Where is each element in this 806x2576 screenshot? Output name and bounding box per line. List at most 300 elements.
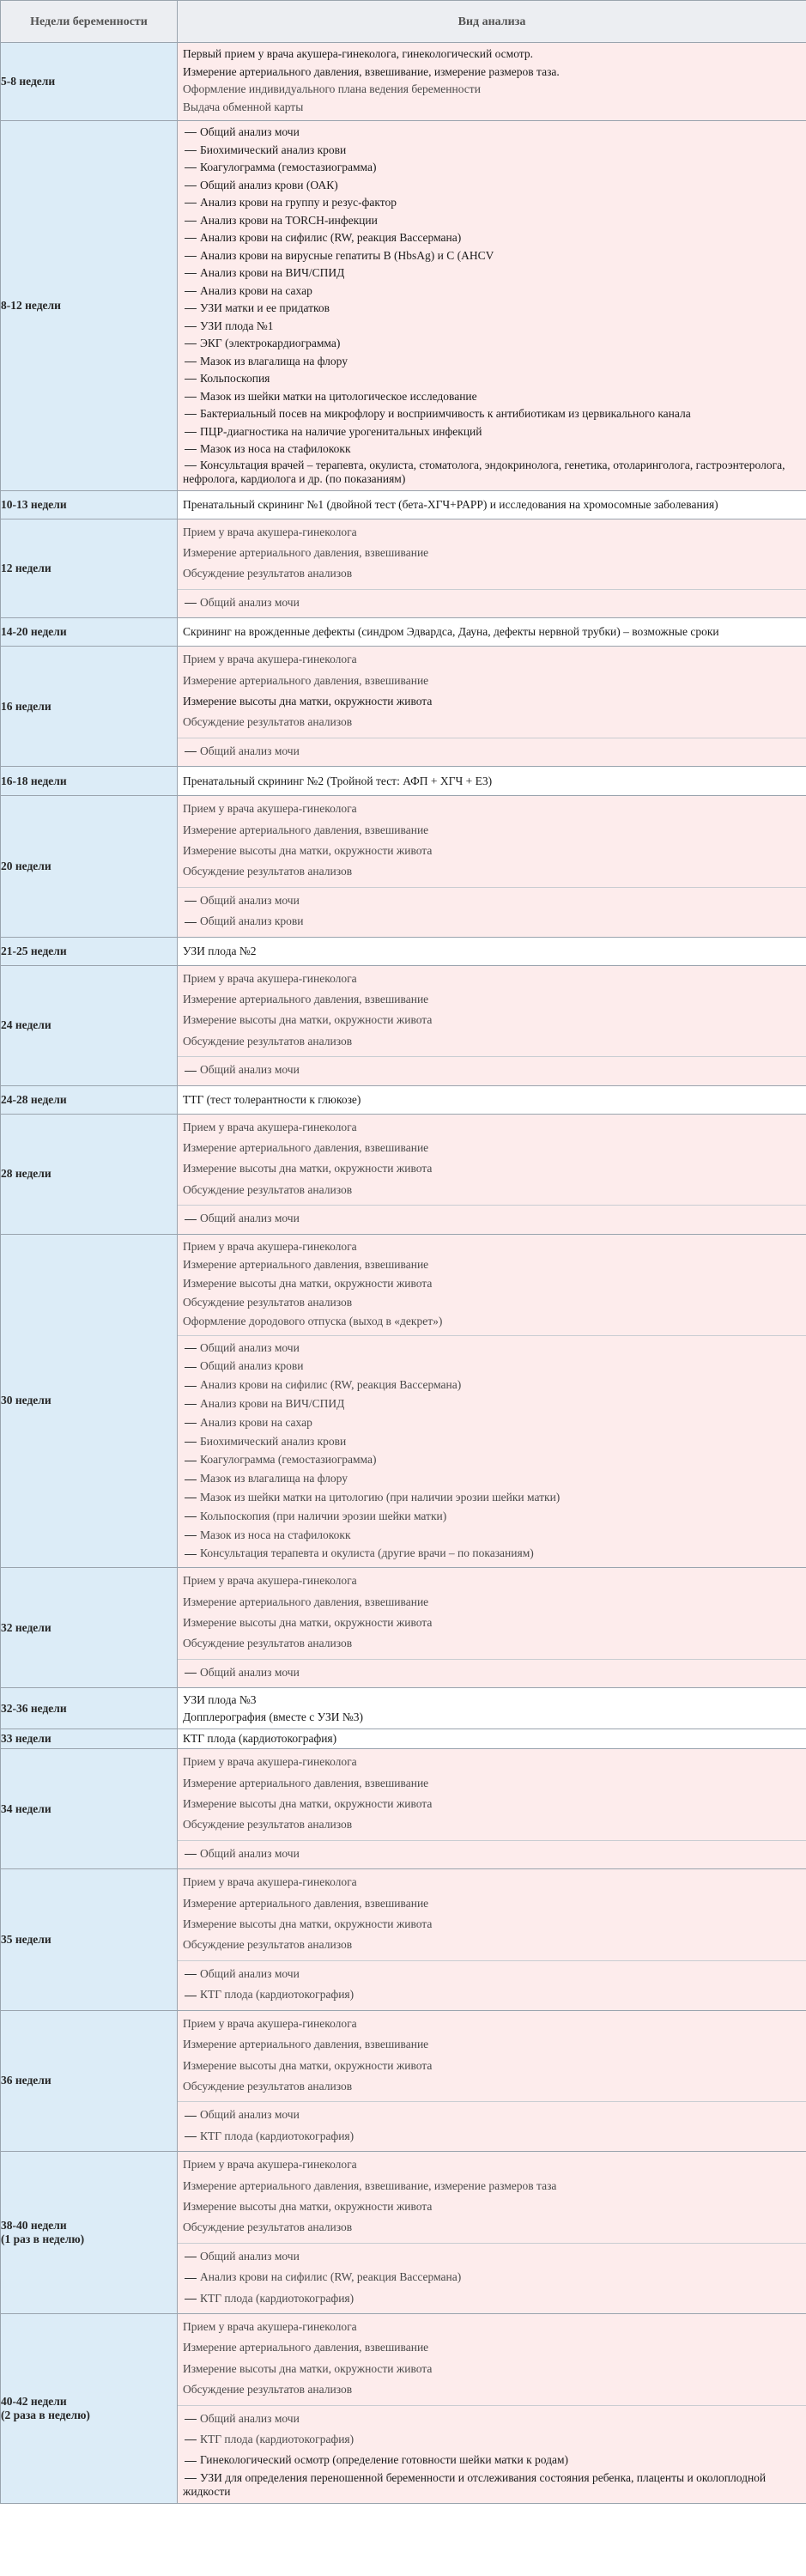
- procedure-item: [183, 1935, 801, 1955]
- analysis-item: КТГ плода (кардиотокография): [183, 1732, 337, 1746]
- item-text: Измерение артериального давления, взвешивание: [183, 823, 429, 836]
- list-dash-icon: [185, 1219, 197, 1220]
- test-list-item: [183, 1357, 801, 1376]
- item-text: УЗИ для определения переношенной беременности и отслеживания состояния ребенка, плаценты и околоплодной жидкости: [183, 2470, 767, 2498]
- test-list-item: [183, 2429, 801, 2450]
- table-row: [1, 2152, 806, 2314]
- analysis-cell: [178, 121, 806, 491]
- item-text: Мазок из влагалища на флору: [200, 354, 348, 368]
- analysis-cell: [178, 519, 806, 618]
- test-list-item: [183, 405, 801, 423]
- test-list-item: [183, 2105, 801, 2125]
- procedure-item: [183, 2154, 801, 2175]
- procedure-item: [183, 2379, 801, 2400]
- test-list-item: [183, 335, 801, 353]
- analysis-item: Допплерография (вместе с УЗИ №3): [183, 1710, 364, 1723]
- test-list-item: [183, 142, 801, 160]
- tests-block: [178, 2101, 806, 2151]
- item-text: Измерение высоты дна матки, окружности живота: [183, 2361, 433, 2375]
- test-list-item: [183, 124, 801, 142]
- item-text: Прием у врача акушера-гинеколога: [183, 971, 357, 985]
- procedure-item: [183, 2317, 801, 2337]
- analysis-item: Скрининг на врожденные дефекты (синдром Эдвардса, Дауна, дефекты нервной трубки) – возможные сроки: [183, 625, 719, 639]
- test-list-item: [183, 1526, 801, 1545]
- item-text: Обсуждение результатов анализов: [183, 2383, 353, 2397]
- list-dash-icon: [185, 2419, 197, 2420]
- procedure-item: [183, 1773, 801, 1794]
- analysis-items: [178, 1692, 806, 1726]
- item-text: Общий анализ крови: [200, 1359, 304, 1373]
- procedure-item: [183, 64, 801, 82]
- test-list-item: [183, 300, 801, 318]
- analysis-cell: [178, 2010, 806, 2151]
- weeks-frequency-label: (1 раз в неделю): [1, 2233, 85, 2246]
- procedure-item: [183, 2337, 801, 2358]
- weeks-label: 10-13 недели: [1, 497, 67, 511]
- weeks-label: 35 недели: [1, 1932, 52, 1946]
- table-row: [1, 1085, 806, 1114]
- list-dash-icon: [185, 901, 197, 902]
- procedure-item: [183, 1633, 801, 1654]
- procedure-item: [183, 2076, 801, 2097]
- test-list-item: [183, 2246, 801, 2267]
- test-list-item: [183, 353, 801, 371]
- tests-block: [178, 1960, 806, 2010]
- tests-block: [178, 1056, 806, 1084]
- procedure-item: [183, 563, 801, 584]
- weeks-label: 20 недели: [1, 859, 52, 872]
- test-list-item: [183, 2409, 801, 2429]
- visit-procedures-block: [178, 519, 806, 589]
- list-dash-icon: [185, 2116, 197, 2117]
- analysis-cell: [178, 618, 806, 647]
- test-list-item: [183, 2288, 801, 2309]
- weeks-cell: [1, 796, 178, 937]
- procedure-item: [183, 820, 801, 841]
- test-list-item: [183, 283, 801, 301]
- item-text: Измерение высоты дна матки, окружности живота: [183, 1917, 433, 1931]
- item-text: Общий анализ мочи: [200, 744, 300, 757]
- procedure-item: [183, 2176, 801, 2196]
- procedure-item: [183, 2217, 801, 2238]
- weeks-label: 40-42 недели: [1, 2394, 67, 2408]
- item-text: Общий анализ мочи: [200, 1665, 300, 1679]
- table-row: [1, 767, 806, 796]
- procedure-item: [183, 1613, 801, 1633]
- procedure-item: [183, 2014, 801, 2034]
- test-list-item: [183, 1394, 801, 1413]
- test-list-item: [183, 388, 801, 406]
- procedure-item: [183, 81, 801, 99]
- table-body: [1, 43, 806, 2504]
- table-row: [1, 1234, 806, 1568]
- list-dash-icon: [185, 414, 197, 415]
- item-text: Обсуждение результатов анализов: [183, 865, 353, 878]
- weeks-cell: [1, 1729, 178, 1749]
- test-list-item: [183, 1376, 801, 1394]
- procedure-item: [183, 1872, 801, 1893]
- item-text: Прием у врача акушера-гинеколога: [183, 802, 357, 816]
- analysis-cell: [178, 796, 806, 937]
- procedure-item: [183, 1010, 801, 1030]
- weeks-label: 36 недели: [1, 2074, 52, 2087]
- list-dash-icon: [185, 273, 197, 274]
- item-text: ЭКГ (электрокардиограмма): [200, 337, 341, 349]
- procedure-item: [183, 1237, 801, 1256]
- list-dash-icon: [185, 1535, 197, 1536]
- item-text: Анализ крови на сифилис (RW, реакция Вассермана): [200, 1378, 462, 1392]
- tests-block: [178, 2405, 806, 2503]
- test-list-item: [183, 1208, 801, 1229]
- table-row: [1, 796, 806, 937]
- item-text: Кольпоскопия (при наличии эрозии шейки матки): [200, 1509, 447, 1522]
- procedure-item: [183, 1255, 801, 1274]
- analysis-cell: [178, 43, 806, 121]
- visit-procedures-block: [178, 1749, 806, 1840]
- list-dash-icon: [185, 256, 197, 257]
- list-dash-icon: [185, 751, 197, 752]
- item-text: Измерение высоты дна матки, окружности живота: [183, 2058, 433, 2072]
- item-text: Общий анализ мочи: [200, 595, 300, 609]
- weeks-cell: [1, 2313, 178, 2503]
- weeks-cell: [1, 43, 178, 121]
- list-dash-icon: [185, 1673, 197, 1674]
- weeks-cell: [1, 1114, 178, 1234]
- procedure-item: [183, 1138, 801, 1158]
- test-list-item: [183, 890, 801, 911]
- item-text: Измерение артериального давления, взвешивание: [183, 1776, 429, 1789]
- visit-procedures-block: [178, 121, 806, 490]
- item-text: Оформление дородового отпуска (выход в «декрет»): [183, 1314, 443, 1327]
- item-text: Измерение высоты дна матки, окружности живота: [183, 1162, 433, 1176]
- item-text: Общий анализ мочи: [200, 1340, 300, 1354]
- item-text: Прием у врача акушера-гинеколога: [183, 1574, 357, 1588]
- item-text: КТГ плода (кардиотокография): [200, 2129, 355, 2142]
- test-list-item: [183, 459, 801, 486]
- item-text: Обсуждение результатов анализов: [183, 1182, 353, 1196]
- item-text: Измерение высоты дна матки, окружности живота: [183, 1013, 433, 1027]
- test-list-item: [183, 1339, 801, 1358]
- list-dash-icon: [185, 397, 197, 398]
- procedure-item: [183, 1592, 801, 1613]
- procedure-item: [183, 712, 801, 732]
- procedure-item: [183, 799, 801, 819]
- test-list-item: [183, 1450, 801, 1469]
- tests-block: [178, 1659, 806, 1687]
- list-dash-icon: [185, 1854, 197, 1855]
- list-dash-icon: [185, 379, 197, 380]
- test-list-item: [183, 2471, 801, 2499]
- analysis-item: Пренатальный скрининг №2 (Тройной тест: АФП + ХГЧ + Е3): [183, 774, 493, 787]
- analysis-cell: [178, 2152, 806, 2314]
- test-list-item: [183, 1964, 801, 1984]
- procedure-item: [183, 1180, 801, 1200]
- list-dash-icon: [185, 1404, 197, 1405]
- weeks-cell: [1, 937, 178, 965]
- item-text: Измерение высоты дна матки, окружности живота: [183, 2199, 433, 2213]
- analysis-cell: [178, 1114, 806, 1234]
- weeks-label: 16-18 недели: [1, 774, 67, 787]
- item-text: Гинекологический осмотр (определение готовности шейки матки к родам): [200, 2453, 569, 2467]
- test-list-item: [183, 229, 801, 247]
- item-text: Измерение артериального давления, взвешивание, измерение размеров таза.: [183, 64, 560, 78]
- list-dash-icon: [185, 221, 197, 222]
- table-row: [1, 1729, 806, 1749]
- item-text: Общий анализ мочи: [200, 2108, 300, 2122]
- test-list-item: [183, 1662, 801, 1683]
- item-text: Измерение высоты дна матки, окружности живота: [183, 694, 433, 708]
- item-text: Обсуждение результатов анализов: [183, 1034, 353, 1048]
- item-text: Измерение артериального давления, взвешивание: [183, 993, 429, 1005]
- item-text: КТГ плода (кардиотокография): [200, 2291, 355, 2305]
- analysis-cell: [178, 1085, 806, 1114]
- weeks-label: 24 недели: [1, 1018, 52, 1032]
- item-text: Общий анализ крови: [200, 914, 304, 928]
- weeks-label: 21-25 недели: [1, 944, 67, 957]
- test-list-item: [183, 318, 801, 336]
- weeks-frequency-label: (2 раза в неделю): [1, 2408, 90, 2421]
- test-list-item: [183, 2267, 801, 2287]
- procedure-item: [183, 989, 801, 1010]
- visit-procedures-block: [178, 2314, 806, 2405]
- table-row: [1, 965, 806, 1085]
- item-text: Прием у врача акушера-гинеколога: [183, 2158, 357, 2172]
- item-text: Общий анализ мочи: [200, 893, 300, 907]
- analysis-cell: [178, 2313, 806, 2503]
- item-text: Общий анализ мочи: [200, 1212, 300, 1225]
- list-dash-icon: [185, 361, 197, 362]
- list-dash-icon: [185, 132, 197, 133]
- list-dash-icon: [185, 1974, 197, 1975]
- weeks-cell: [1, 1869, 178, 2010]
- list-dash-icon: [185, 449, 197, 450]
- item-text: Анализ крови на сифилис (RW, реакция Вассермана): [200, 2270, 462, 2284]
- item-text: Анализ крови на группу и резус-фактор: [200, 196, 397, 209]
- analysis-cell: [178, 767, 806, 796]
- test-list-item: [183, 1469, 801, 1488]
- item-text: Общий анализ мочи: [200, 1063, 300, 1077]
- procedure-item: [183, 1752, 801, 1772]
- header-analysis-type: Вид анализа: [178, 1, 806, 43]
- item-text: Общий анализ мочи: [200, 1966, 300, 1980]
- weeks-label: 12 недели: [1, 561, 52, 574]
- weeks-cell: [1, 1085, 178, 1114]
- weeks-cell: [1, 1749, 178, 1869]
- item-text: Биохимический анализ крови: [200, 143, 347, 156]
- item-text: Оформление индивидуального плана ведения беременности: [183, 82, 481, 95]
- test-list-item: [183, 2450, 801, 2470]
- table-row: [1, 2010, 806, 2151]
- procedure-item: [183, 2359, 801, 2379]
- item-text: Выдача обменной карты: [183, 100, 304, 113]
- item-text: Общий анализ мочи: [200, 2411, 300, 2425]
- item-text: Измерение высоты дна матки, окружности живота: [183, 1616, 433, 1630]
- test-list-item: [183, 1432, 801, 1451]
- weeks-cell: [1, 2010, 178, 2151]
- list-dash-icon: [185, 203, 197, 204]
- test-list-item: [183, 592, 801, 613]
- item-text: Прием у врача акушера-гинеколога: [183, 1755, 357, 1769]
- test-list-item: [183, 423, 801, 441]
- table-header-row: [1, 1, 806, 43]
- visit-procedures-block: [178, 2152, 806, 2243]
- list-dash-icon: [185, 2439, 197, 2440]
- item-text: Мазок из влагалища на флору: [200, 1472, 348, 1485]
- procedure-item: [183, 841, 801, 861]
- test-list-item: [183, 1507, 801, 1526]
- weeks-cell: [1, 2152, 178, 2314]
- visit-procedures-block: [178, 1568, 806, 1659]
- item-text: Измерение артериального давления, взвешивание: [183, 2038, 429, 2051]
- tests-block: [178, 1840, 806, 1868]
- visit-procedures-block: [178, 796, 806, 887]
- item-text: УЗИ плода №1: [200, 319, 274, 332]
- weeks-label: 33 недели: [1, 1732, 52, 1746]
- list-dash-icon: [185, 1516, 197, 1517]
- list-dash-icon: [185, 603, 197, 604]
- procedure-item: [183, 1031, 801, 1052]
- list-dash-icon: [185, 167, 197, 168]
- item-text: ПЦР-диагностика на наличие урогенитальных инфекций: [200, 424, 482, 438]
- procedure-item: [183, 1893, 801, 1914]
- visit-procedures-block: [178, 1235, 806, 1335]
- analysis-cell: [178, 490, 806, 519]
- list-dash-icon: [185, 1071, 197, 1072]
- item-text: Обсуждение результатов анализов: [183, 1938, 353, 1952]
- visit-procedures-block: [178, 1869, 806, 1960]
- item-text: Измерение высоты дна матки, окружности живота: [183, 1797, 433, 1811]
- analysis-cell: [178, 647, 806, 767]
- analysis-cell: [178, 1869, 806, 2010]
- item-text: УЗИ матки и ее придатков: [200, 301, 330, 314]
- weeks-cell: [1, 1568, 178, 1688]
- test-list-item: [183, 159, 801, 177]
- procedure-item: [183, 1794, 801, 1814]
- procedure-item: [183, 1117, 801, 1138]
- analysis-cell: [178, 937, 806, 965]
- table-row: [1, 490, 806, 519]
- weeks-cell: [1, 490, 178, 519]
- table-row: [1, 618, 806, 647]
- table-row: [1, 1114, 806, 1234]
- weeks-label: 16 недели: [1, 699, 52, 713]
- list-dash-icon: [185, 1386, 197, 1387]
- weeks-cell: [1, 767, 178, 796]
- procedure-item: [183, 691, 801, 712]
- item-text: Обсуждение результатов анализов: [183, 1818, 353, 1832]
- procedure-item: [183, 522, 801, 543]
- test-list-item: [183, 1060, 801, 1080]
- item-text: Прием у врача акушера-гинеколога: [183, 525, 357, 538]
- list-dash-icon: [185, 1348, 197, 1349]
- item-text: Общий анализ крови (ОАК): [200, 178, 338, 191]
- procedure-item: [183, 1814, 801, 1835]
- item-text: Прием у врача акушера-гинеколога: [183, 1875, 357, 1889]
- test-list-item: [183, 1544, 801, 1563]
- analysis-cell: [178, 1688, 806, 1729]
- weeks-label: 24-28 недели: [1, 1092, 67, 1106]
- analysis-cell: [178, 965, 806, 1085]
- list-dash-icon: [185, 150, 197, 151]
- table-row: [1, 937, 806, 965]
- table-row: [1, 1749, 806, 1869]
- list-dash-icon: [185, 922, 197, 923]
- procedure-item: [183, 861, 801, 882]
- visit-procedures-block: [178, 2011, 806, 2102]
- item-text: Консультация терапевта и окулиста (другие врачи – по показаниям): [200, 1546, 534, 1560]
- procedure-item: [183, 969, 801, 989]
- tests-block: [178, 1335, 806, 1568]
- table-row: [1, 647, 806, 767]
- test-list-item: [183, 440, 801, 459]
- weeks-cell: [1, 647, 178, 767]
- test-list-item: [183, 2126, 801, 2147]
- list-dash-icon: [185, 2136, 197, 2137]
- weeks-cell: [1, 1234, 178, 1568]
- list-dash-icon: [185, 1554, 197, 1555]
- test-list-item: [183, 1984, 801, 2005]
- item-text: Мазок из шейки матки на цитологическое исследование: [200, 389, 477, 403]
- procedure-item: [183, 1312, 801, 1331]
- item-text: Измерение артериального давления, взвешивание: [183, 1896, 429, 1910]
- item-text: Измерение артериального давления, взвешивание: [183, 2341, 429, 2354]
- item-text: Измерение артериального давления, взвешивание: [183, 1141, 429, 1155]
- header-weeks: [1, 1, 178, 43]
- procedure-item: [183, 2034, 801, 2055]
- item-text: Измерение артериального давления, взвешивание: [183, 1595, 429, 1608]
- test-list-item: [183, 911, 801, 932]
- analysis-cell: [178, 1234, 806, 1568]
- weeks-label: 34 недели: [1, 1801, 52, 1815]
- list-dash-icon: [185, 2461, 197, 2462]
- weeks-label: 30 недели: [1, 1394, 52, 1407]
- list-dash-icon: [185, 185, 197, 186]
- procedure-item: [183, 649, 801, 670]
- list-dash-icon: [185, 238, 197, 239]
- item-text: Обсуждение результатов анализов: [183, 1296, 353, 1309]
- item-text: Прием у врача акушера-гинеколога: [183, 2016, 357, 2030]
- item-text: КТГ плода (кардиотокография): [200, 2433, 355, 2446]
- list-dash-icon: [185, 432, 197, 433]
- item-text: Анализ крови на сахар: [200, 1415, 312, 1429]
- visit-procedures-block: [178, 647, 806, 738]
- visit-procedures-block: [178, 1115, 806, 1206]
- item-text: Измерение высоты дна матки, окружности живота: [183, 843, 433, 857]
- item-text: Измерение высоты дна матки, окружности живота: [183, 1277, 433, 1291]
- list-dash-icon: [185, 2478, 197, 2479]
- table-row: [1, 1568, 806, 1688]
- item-text: Прием у врача акушера-гинеколога: [183, 1239, 357, 1253]
- visit-procedures-block: [178, 43, 806, 120]
- test-list-item: [183, 247, 801, 265]
- item-text: Прием у врача акушера-гинеколога: [183, 2319, 357, 2333]
- tests-block: [178, 589, 806, 617]
- analysis-cell: [178, 1568, 806, 1688]
- item-text: Обсуждение результатов анализов: [183, 1637, 353, 1650]
- list-dash-icon: [185, 2299, 197, 2300]
- item-text: Измерение артериального давления, взвешивание, измерение размеров таза: [183, 2178, 557, 2192]
- item-text: Анализ крови на сифилис (RW, реакция Вассермана): [200, 231, 462, 244]
- test-list-item: [183, 370, 801, 388]
- procedure-item: [183, 2196, 801, 2217]
- test-list-item: [183, 741, 801, 762]
- analysis-cell: [178, 1729, 806, 1749]
- test-list-item: [183, 1844, 801, 1864]
- item-text: Мазок из носа на стафилококк: [200, 442, 351, 455]
- item-text: Мазок из носа на стафилококк: [200, 1528, 351, 1541]
- weeks-label: 8-12 недели: [1, 298, 61, 312]
- analysis-item: УЗИ плода №3: [183, 1692, 257, 1706]
